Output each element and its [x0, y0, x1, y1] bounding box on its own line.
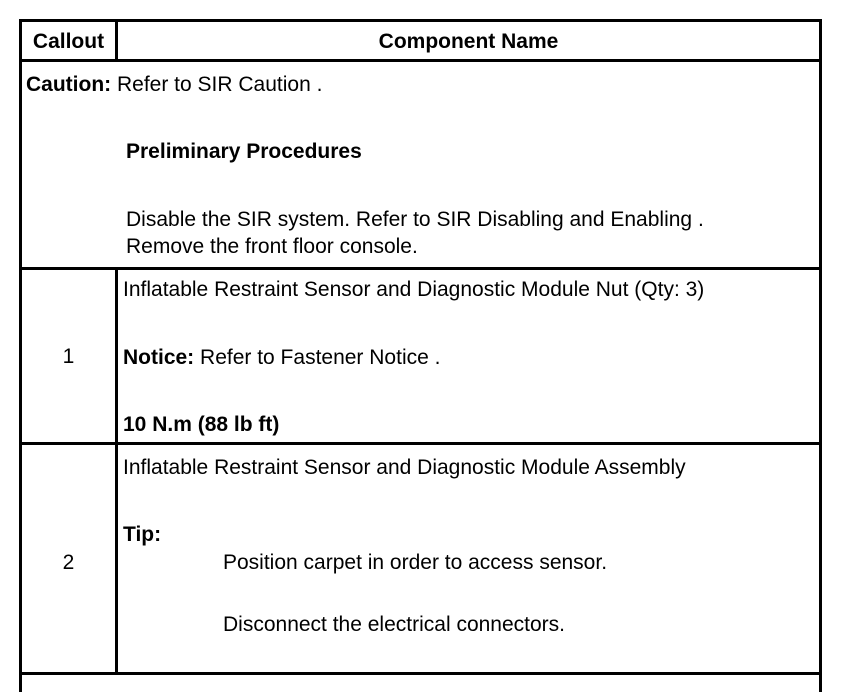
row1-torque: 10 N.m (88 lb ft)	[123, 413, 280, 436]
procedure-table	[19, 19, 822, 692]
header-component-name: Component Name	[378, 30, 559, 53]
row1-component: Inflatable Restraint Sensor and Diagnostic Module Nut (Qty: 3)	[123, 278, 705, 301]
preliminary-procedures-title: Preliminary Procedures	[126, 140, 362, 163]
row2-divider	[22, 672, 819, 675]
row1-column-divider	[115, 270, 118, 442]
row2-tip-label: Tip:	[123, 523, 162, 546]
caution-line	[26, 74, 322, 95]
row2-column-divider	[115, 445, 118, 672]
preliminary-step-1: Disable the SIR system. Refer to SIR Disabling and Enabling .	[126, 208, 704, 231]
caution-text: Refer to SIR Caution .	[111, 73, 323, 96]
preliminary-step-2: Remove the front floor console.	[126, 235, 418, 258]
row2-tip-2: Disconnect the electrical connectors.	[223, 613, 565, 636]
caution-divider	[22, 267, 819, 270]
row1-divider	[22, 442, 819, 445]
row2-component: Inflatable Restraint Sensor and Diagnostic Module Assembly	[123, 456, 686, 479]
row1-notice	[123, 347, 440, 368]
row1-callout: 1	[62, 345, 75, 368]
caution-label: Caution:	[26, 73, 112, 96]
row1-notice-label: Notice:	[123, 346, 195, 369]
row2-tip-1: Position carpet in order to access sensor.	[223, 551, 608, 574]
header-divider	[22, 59, 819, 62]
header-callout: Callout	[32, 30, 105, 53]
row1-notice-text: Refer to Fastener Notice .	[194, 346, 441, 369]
row2-callout: 2	[62, 551, 75, 574]
